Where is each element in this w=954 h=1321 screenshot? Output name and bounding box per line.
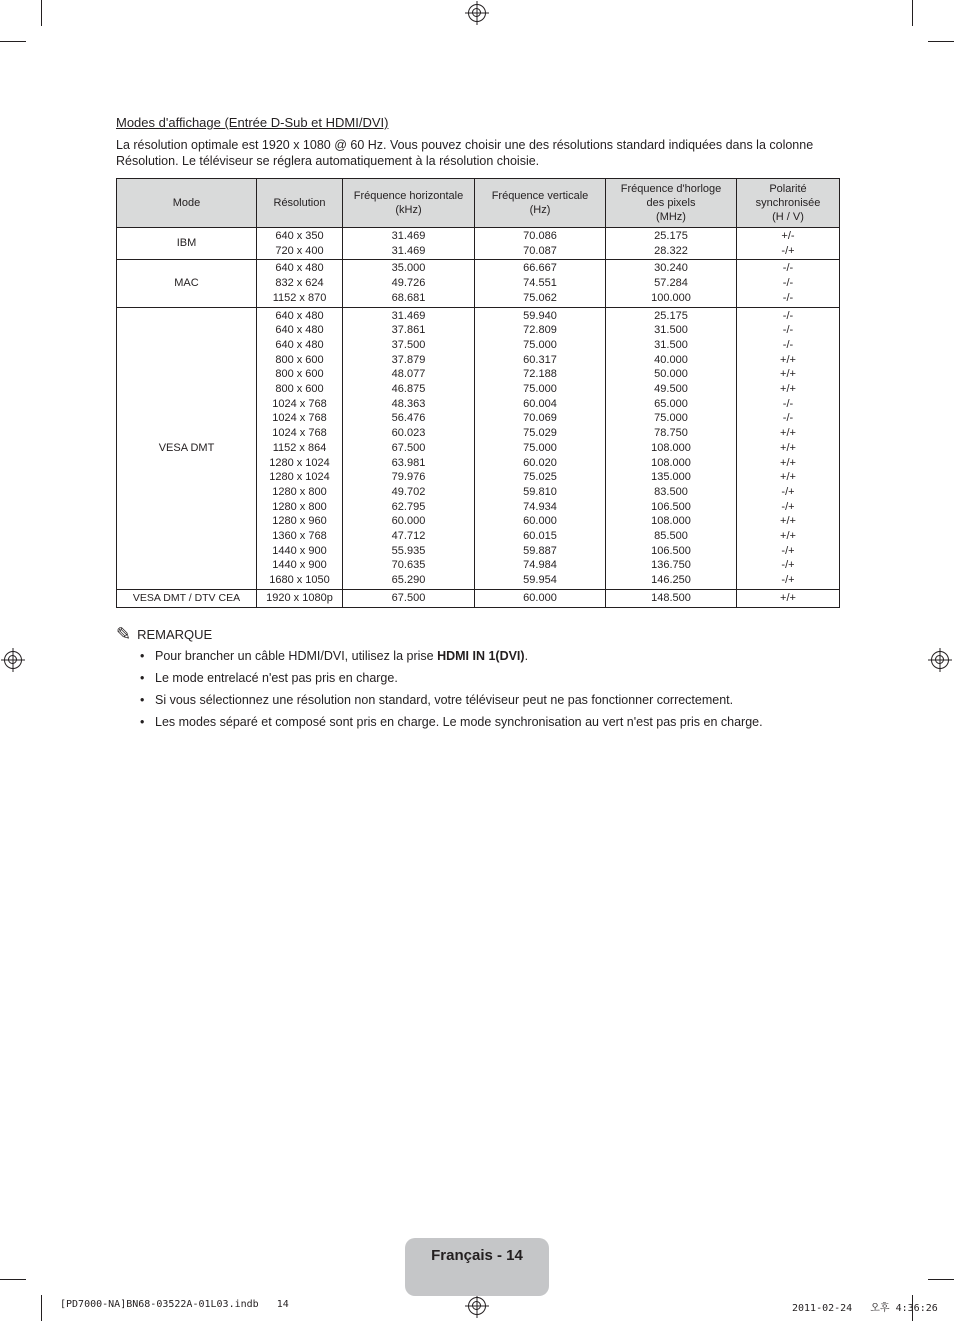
footer-file-info: [PD7000-NA]BN68-03522A-01L03.indb 14 <box>60 1299 289 1310</box>
crop-mark <box>928 1279 954 1280</box>
horizontal-frequency-cell: 31.469 31.469 <box>343 228 475 260</box>
mode-cell: IBM <box>117 228 257 260</box>
vertical-frequency-cell: 59.940 72.809 75.000 60.317 72.188 75.000 60.004 70.069 75.029 75.000 60.020 75.025 59.810 74.934 60.000 60.015 59.887 74.984 59.954 <box>475 307 606 589</box>
resolution-cell: 1920 x 1080p <box>257 589 343 607</box>
crop-mark <box>928 41 954 42</box>
intro-paragraph: La résolution optimale est 1920 x 1080 @ 60 Hz. Vous pouvez choisir une des résolutions standard indiquées dans la colonne Résolution. Le téléviseur se réglera automatiquement à la résolution choisie. <box>116 138 814 168</box>
registration-mark-icon <box>468 1297 486 1315</box>
table-row <box>117 260 840 307</box>
vertical-frequency-cell: 66.667 74.551 75.062 <box>475 260 606 307</box>
table-header-row <box>117 179 840 228</box>
table-row <box>117 589 840 607</box>
note-text: Pour brancher un câble HDMI/DVI, utilisez la prise <box>155 649 438 663</box>
horizontal-frequency-cell: 67.500 <box>343 589 475 607</box>
note-text: Si vous sélectionnez une résolution non standard, votre téléviseur peut ne pas fonctionner correctement. <box>155 693 734 707</box>
note-heading <box>116 626 212 642</box>
pixel-clock-cell: 30.240 57.284 100.000 <box>606 260 737 307</box>
footer-timestamp: 2011-02-24 오후 4:36:26 <box>792 1303 938 1314</box>
note-text: Le mode entrelacé n'est pas pris en charge. <box>155 671 398 685</box>
sync-polarity-cell: -/- -/- -/- <box>737 260 840 307</box>
header-sync-polarity: Polarité synchronisée (H / V) <box>737 179 840 228</box>
resolution-cell: 640 x 480 640 x 480 640 x 480 800 x 600 800 x 600 800 x 600 1024 x 768 1024 x 768 1024 x 768 1152 x 864 1280 x 1024 1280 x 1024 1280 x 800 1280 x 800 1280 x 960 1360 x 768 1440 x 900 1440 x 900 1680 x 1050 <box>257 307 343 589</box>
resolution-cell: 640 x 480 832 x 624 1152 x 870 <box>257 260 343 307</box>
header-horizontal-frequency: Fréquence horizontale (kHz) <box>343 179 475 228</box>
mode-cell: MAC <box>117 260 257 307</box>
note-emphasis: HDMI IN 1(DVI) <box>437 649 525 663</box>
registration-mark-icon <box>468 4 486 22</box>
list-item <box>140 714 763 736</box>
crop-mark <box>0 1279 26 1280</box>
crop-mark <box>41 1295 42 1321</box>
pixel-clock-cell: 148.500 <box>606 589 737 607</box>
header-vertical-frequency: Fréquence verticale (Hz) <box>475 179 606 228</box>
vertical-frequency-cell: 60.000 <box>475 589 606 607</box>
header-mode: Mode <box>117 179 257 228</box>
crop-mark <box>912 0 913 26</box>
sync-polarity-cell: +/+ <box>737 589 840 607</box>
vertical-frequency-cell: 70.086 70.087 <box>475 228 606 260</box>
registration-mark-icon <box>931 651 949 669</box>
page-number-tab <box>405 1238 549 1296</box>
sync-polarity-cell: -/- -/- -/- +/+ +/+ +/+ -/- -/- +/+ +/+ +/+ +/+ -/+ -/+ +/+ +/+ -/+ -/+ -/+ <box>737 307 840 589</box>
crop-mark <box>41 0 42 26</box>
display-modes-table <box>116 178 840 608</box>
note-heading-label: REMARQUE <box>137 626 213 642</box>
horizontal-frequency-cell: 31.469 37.861 37.500 37.879 48.077 46.875 48.363 56.476 60.023 67.500 63.981 79.976 49.702 62.795 60.000 47.712 55.935 70.635 65.290 <box>343 307 475 589</box>
list-item <box>140 692 763 714</box>
crop-mark <box>0 41 26 42</box>
pixel-clock-cell: 25.175 28.322 <box>606 228 737 260</box>
registration-mark-icon <box>4 651 22 669</box>
pencil-icon: ✎ <box>116 624 132 644</box>
table-row <box>117 307 840 589</box>
notes-list <box>140 648 763 736</box>
header-resolution: Résolution <box>257 179 343 228</box>
mode-cell: VESA DMT <box>117 307 257 589</box>
pixel-clock-cell: 25.175 31.500 31.500 40.000 50.000 49.500 65.000 75.000 78.750 108.000 108.000 135.000 83.500 106.500 108.000 85.500 106.500 136.750 146.250 <box>606 307 737 589</box>
mode-cell: VESA DMT / DTV CEA <box>117 589 257 607</box>
page-number-label: Français - 14 <box>431 1247 523 1264</box>
note-text: Les modes séparé et composé sont pris en charge. Le mode synchronisation au vert n'est pas pris en charge. <box>155 715 763 729</box>
sync-polarity-cell: +/- -/+ <box>737 228 840 260</box>
table-row <box>117 228 840 260</box>
section-title: Modes d'affichage (Entrée D-Sub et HDMI/DVI) <box>116 115 389 130</box>
list-item <box>140 670 763 692</box>
header-pixel-clock: Fréquence d'horloge des pixels (MHz) <box>606 179 737 228</box>
list-item <box>140 648 763 670</box>
note-text-end: . <box>524 649 529 663</box>
horizontal-frequency-cell: 35.000 49.726 68.681 <box>343 260 475 307</box>
resolution-cell: 640 x 350 720 x 400 <box>257 228 343 260</box>
